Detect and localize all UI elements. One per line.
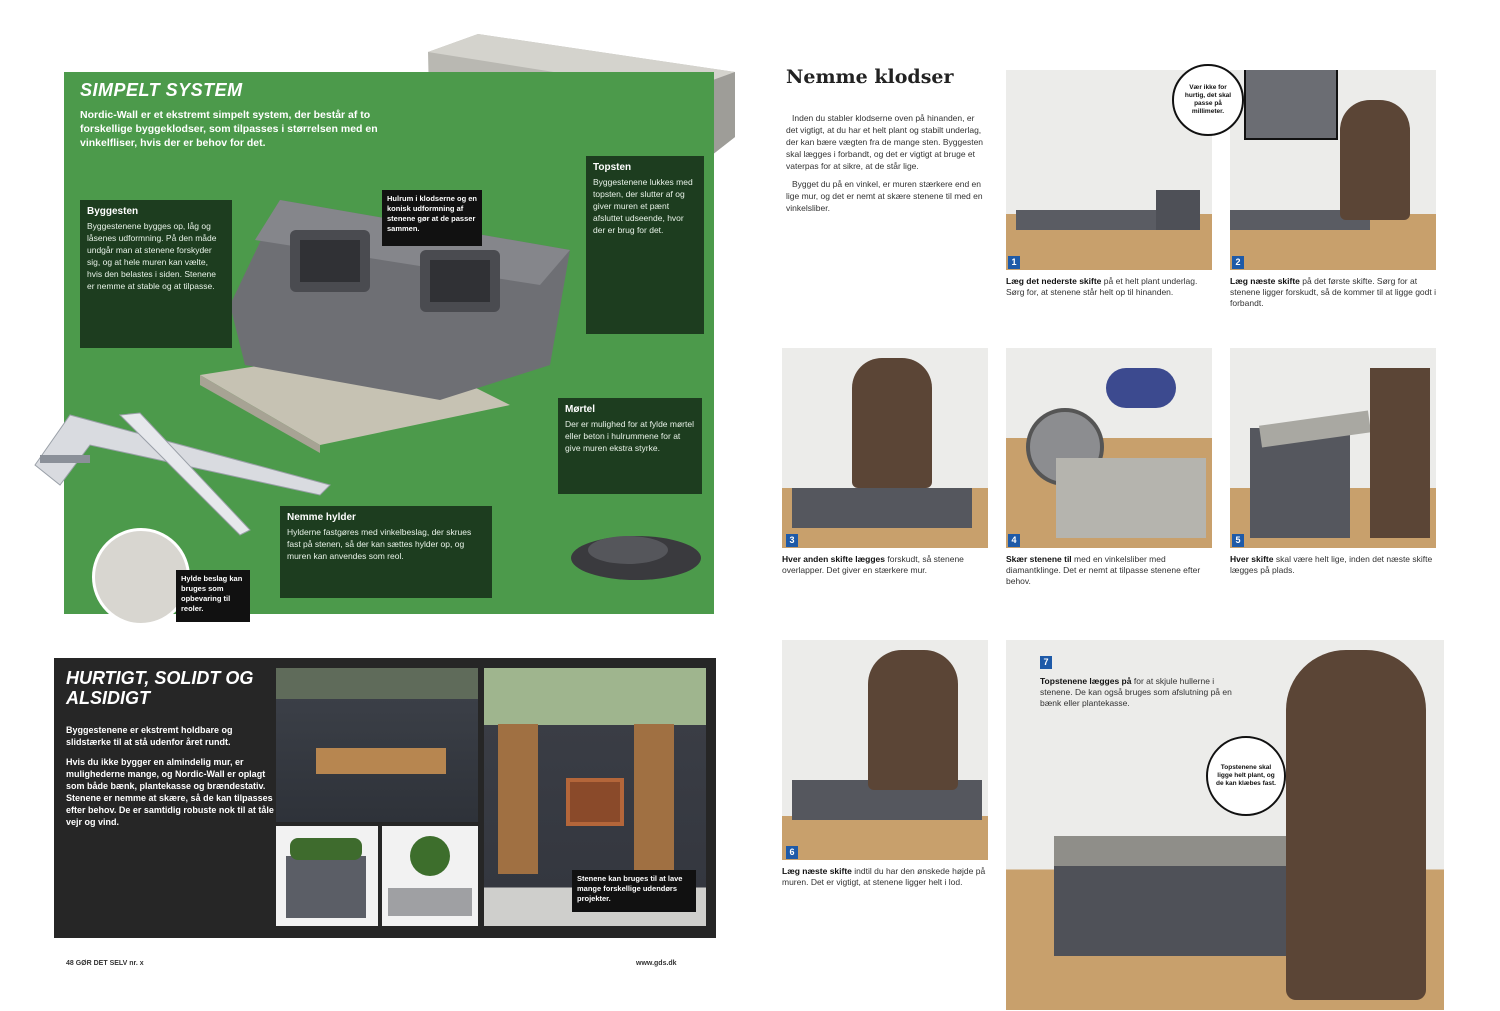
step-3-photo bbox=[782, 348, 988, 548]
callout-heading: Byggesten bbox=[87, 206, 139, 217]
callout-text: Byggestenene bygges op, låg og låsenes udformning. På den måde undgår man at stenene forskyder sig, og at hele muren kan vælte, hvis den belastes i siden. Stenene er nemme at stable og at tilpasse. bbox=[87, 221, 217, 291]
step-5-photo bbox=[1230, 348, 1436, 548]
callout-byggesten bbox=[80, 200, 232, 348]
speech-bubble: Vær ikke for hurtig, det skal passe på millimeter. bbox=[1172, 64, 1244, 136]
block-rows bbox=[792, 488, 972, 528]
step-7-caption bbox=[1040, 676, 1240, 709]
step-caption-lead: Læg næste skifte bbox=[782, 866, 852, 876]
step-caption-lead: Skær stenene til bbox=[1006, 554, 1072, 564]
green-panel-intro: Nordic-Wall er et ekstremt simpelt system, der består af to forskellige byggeklodser, som tilpasses i størrelsen med en vinkelfliser, hvis der er behov for det. bbox=[80, 109, 378, 149]
outdoor-shelf-wall-photo bbox=[276, 668, 478, 822]
callout-topsten bbox=[586, 156, 704, 334]
firewood-stack bbox=[316, 748, 446, 774]
step-caption-lead: Topstenene lægges på bbox=[1040, 676, 1132, 686]
step-caption-text: for at skjule hullerne i stenene. De kan også bruges som afslutning på en bænk eller plantekasse. bbox=[1040, 676, 1232, 708]
article-paragraph: Inden du stabler klodserne oven på hinanden, er det vigtigt, at du har et helt plant og stabilt underlag, der kan bære vægten fra de mange sten. Byggesten skal lægges i forbandt, og det er vigtigt at bruge et vaterpas for at sikre, at de står lige. bbox=[786, 113, 984, 171]
step-number: 2 bbox=[1232, 256, 1244, 269]
worker-figure bbox=[1340, 100, 1410, 220]
step-caption-lead: Hver anden skifte lægges bbox=[782, 554, 885, 564]
callout-moertel bbox=[558, 398, 702, 494]
step-caption-text: forskudt, så stenene overlapper. Det giver en stærkere mur. bbox=[782, 554, 964, 575]
inset-closeup bbox=[1244, 70, 1338, 140]
step-number: 7 bbox=[1040, 656, 1052, 669]
step-5-caption bbox=[1230, 554, 1436, 576]
block-corner bbox=[1156, 190, 1200, 230]
step-caption-lead: Læg næste skifte bbox=[1230, 276, 1300, 286]
shelf-bracket-image bbox=[30, 405, 340, 545]
article-body bbox=[786, 112, 986, 220]
worker-figure bbox=[1286, 650, 1426, 1000]
plants bbox=[290, 838, 362, 860]
worker-figure bbox=[868, 650, 958, 790]
planter-box-photo bbox=[276, 826, 378, 926]
step-caption-text: indtil du har den ønskede højde på muren. Det er vigtigt, at stenene ligger helt i lod. bbox=[782, 866, 986, 887]
firewood-right bbox=[634, 724, 674, 874]
step-2-caption bbox=[1230, 276, 1436, 309]
step-number: 6 bbox=[786, 846, 798, 859]
step-caption-text: med en vinkelsliber med diamantklinge. Det er nemt at tilpasse stenene efter behov. bbox=[1006, 554, 1201, 586]
step-1-caption bbox=[1006, 276, 1212, 298]
article-title: Nemme klodser bbox=[786, 66, 954, 88]
dark-panel-paragraph: Byggestenene er ekstremt holdbare og slidstærke til at stå udenfor året rundt. bbox=[66, 725, 233, 747]
callout-heading: Mørtel bbox=[565, 404, 595, 415]
callout-text: Byggestenene lukkes med topsten, der slutter af og giver muren et pænt afsluttet udseende, hvor der er brug for det. bbox=[593, 177, 693, 235]
green-panel-title: SIMPELT SYSTEM bbox=[80, 80, 243, 100]
planter-block bbox=[286, 856, 366, 918]
step-caption-lead: Læg det nederste skifte bbox=[1006, 276, 1102, 286]
dark-panel-title: HURTIGT, SOLIDT OG ALSIDIGT bbox=[66, 668, 254, 708]
planter-base bbox=[388, 888, 472, 916]
step-number: 1 bbox=[1008, 256, 1020, 269]
step-6-caption bbox=[782, 866, 992, 888]
gravel-pile-image bbox=[566, 520, 706, 582]
tree-crown bbox=[410, 836, 450, 876]
black-callout-top: Hulrum i klodserne og en konisk udformning af stenene gør at de passer sammen. bbox=[382, 190, 482, 246]
step-caption-text: på et helt plant underlag. Sørg for, at stenene står helt op til hinanden. bbox=[1006, 276, 1198, 297]
step-4-caption bbox=[1006, 554, 1216, 587]
step-caption-lead: Hver skifte bbox=[1230, 554, 1274, 564]
block-row bbox=[1016, 210, 1166, 230]
step-3-caption bbox=[782, 554, 992, 576]
worker-figure bbox=[1370, 368, 1430, 538]
step-2-photo bbox=[1230, 70, 1436, 270]
step-6-photo bbox=[782, 640, 988, 860]
fireplace-opening bbox=[566, 778, 624, 826]
article-paragraph: Bygget du på en vinkel, er muren stærkere end en lige mur, og det er nemt at skære stenene til med en vinkelsliber. bbox=[786, 179, 983, 213]
page-footer-right: www.gds.dk bbox=[636, 960, 677, 967]
callout-heading: Topsten bbox=[593, 162, 632, 173]
speech-bubble: Topstenene skal ligge helt plant, og de kan klæbes fast. bbox=[1206, 736, 1286, 816]
callout-heading: Nemme hylder bbox=[287, 512, 356, 523]
step-number: 5 bbox=[1232, 534, 1244, 547]
tree-planter-photo bbox=[382, 826, 478, 926]
step-caption-text: på det første skifte. Sørg for at stenene ligger forskudt, så de kommer til at ligge godt i forbandt. bbox=[1230, 276, 1436, 308]
concrete-block bbox=[1056, 458, 1206, 538]
dark-panel-paragraph: Hvis du ikke bygger en almindelig mur, er mulighederne mange, og Nordic-Wall er oplagt som både bænk, plantekasse og brændestativ. Stenene er nemme at skære, så de kan tilpasses efter behov. De er samtidig robuste nok til at tåle vejr og vind. bbox=[66, 757, 274, 827]
step-caption-text: skal være helt lige, inden det næste skifte lægges på plads. bbox=[1230, 554, 1433, 575]
dark-panel-text bbox=[66, 724, 276, 836]
step-number: 3 bbox=[786, 534, 798, 547]
callout-text: Der er mulighed for at fylde mørtel eller beton i hulrummene for at give muren ekstra styrke. bbox=[565, 419, 694, 453]
step-number: 4 bbox=[1008, 534, 1020, 547]
callout-text: Hylderne fastgøres med vinkelbeslag, der skrues fast på stenen, så der kan sættes hylder op, og muren kan anvendes som reol. bbox=[287, 527, 472, 561]
gloved-hand bbox=[1106, 368, 1176, 408]
worker-figure bbox=[852, 358, 932, 488]
page-footer-left: 48 GØR DET SELV nr. x bbox=[66, 960, 144, 967]
photo-caption: Stenene kan bruges til at lave mange forskellige udendørs projekter. bbox=[572, 870, 696, 912]
firewood-left bbox=[498, 724, 538, 874]
step-4-photo bbox=[1006, 348, 1212, 548]
black-callout-bracket: Hylde beslag kan bruges som opbevaring til reoler. bbox=[176, 570, 250, 622]
